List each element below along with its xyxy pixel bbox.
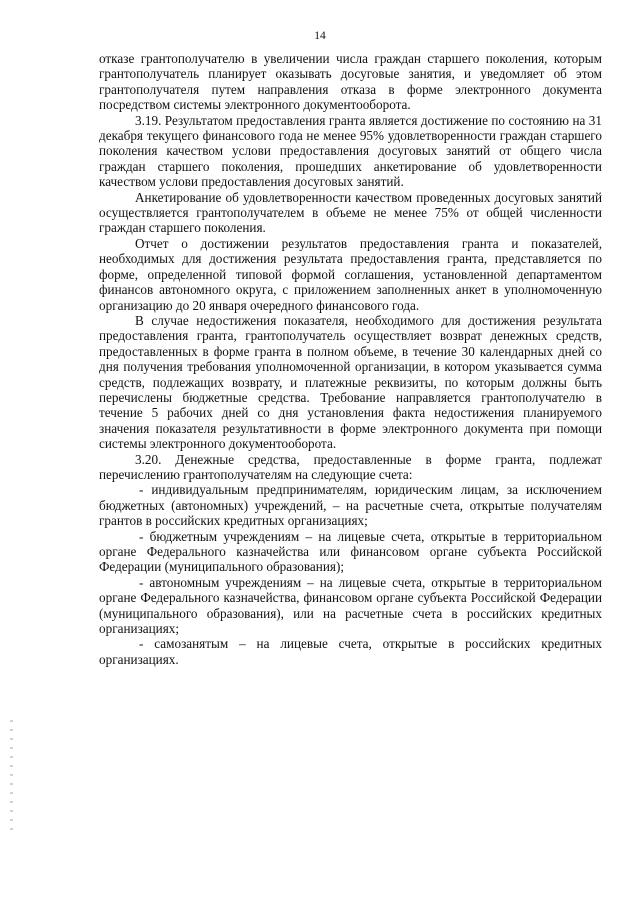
- page-number: 14: [314, 30, 326, 42]
- list-item-budget-institutions: - бюджетным учреждениям – на лицевые счета, открытые в территориальном органе Федерального казначейства или финансовом органе субъекта Российской Федерации (муниципального образования);: [99, 528, 602, 575]
- paragraph-3-20: 3.20. Денежные средства, предоставленные в форме гранта, подлежат перечислению грантополучателям на следующие счета:: [99, 451, 602, 482]
- paragraph-survey: Анкетирование об удовлетворенности качеством проведенных досуговых занятий осуществляется грантополучателем в объеме не менее 75% от общей численности граждан старшего поколения.: [99, 189, 602, 236]
- paragraph-continuation: отказе грантополучателю в увеличении числа граждан старшего поколения, которым грантополучатель планирует оказывать досуговые занятия, и уведомляет об этом грантополучателя путем направления отказа в форме электронного документа посредством системы электронного документооборота.: [99, 51, 602, 113]
- list-item-entrepreneurs: - индивидуальным предпринимателям, юридическим лицам, за исключением бюджетных (автономных) учреждений, – на расчетные счета, открытые получателям грантов в российских кредитных организациях;: [99, 482, 602, 529]
- paragraph-refund: В случае недостижения показателя, необходимого для достижения результата предоставления гранта, грантополучатель осуществляет возврат денежных средств, предоставленных в форме гранта в полном объеме, в течение 30 календарных дней со дня получения требования уполномоченной организации, в котором указывается сумма средств, подлежащих возврату, и платежные реквизиты, по которым должны быть перечислены бюджетные средства. Требование направляется грантополучателю в течение 5 рабочих дней со дня установления факта недостижения планируемого значения показателя результативности в форме электронного документа при помощи системы электронного документооборота.: [99, 312, 602, 452]
- list-item-autonomous-institutions: - автономным учреждениям – на лицевые счета, открытые в территориальном органе Федерального казначейства, финансовом органе субъекта Российской Федерации (муниципального образования), или на расчетные счета в российских кредитных организациях;: [99, 574, 602, 637]
- paragraph-report: Отчет о достижении результатов предоставления гранта и показателей, необходимых для достижения результата предоставления гранта, представляется по форме, определенной типовой формой соглашения, установленной департаментом финансов автономного округа, с приложением заполненных анкет в уполномоченную организацию до 20 января очередного финансового года.: [99, 235, 602, 313]
- list-item-self-employed: - самозанятым – на лицевые счета, открытые в российских кредитных организациях.: [99, 636, 602, 667]
- paragraph-3-19: 3.19. Результатом предоставления гранта является достижение по состоянию на 31 декабря текущего финансового года не менее 95% удовлетворенности граждан старшего поколения качеством услови предоставления досуговых занятий от общего числа граждан старшего поколения, прошедших анкетирование об удовлетворенности качеством услови предоставления досуговых занятий.: [99, 112, 602, 190]
- document-body: [99, 51, 602, 667]
- scan-artifact: [10, 720, 13, 830]
